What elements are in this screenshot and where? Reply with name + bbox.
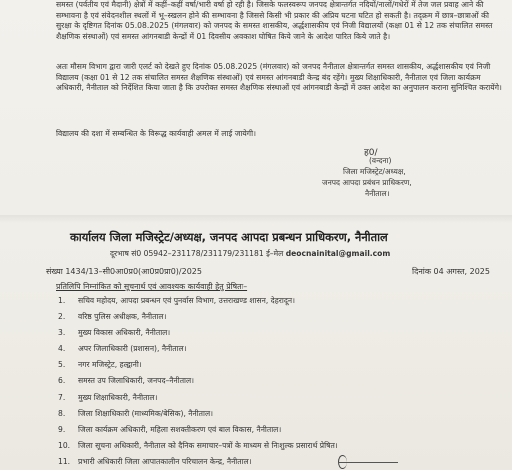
contact-email: deocnainital@gmail.com — [285, 249, 391, 258]
list-item — [58, 441, 338, 457]
list-item — [58, 393, 338, 409]
list-item-text: समस्त उप जिलाधिकारी, जनपद–नैनीताल। — [78, 376, 195, 386]
contact-line — [110, 249, 390, 259]
paper-fold — [0, 215, 512, 223]
reference-row — [46, 266, 502, 279]
list-item-number: 9. — [58, 424, 66, 434]
signatory-designation: जिला मजिस्ट्रेट/अध्यक्ष, — [343, 167, 406, 176]
signature-mark: ह0/ — [364, 148, 378, 158]
copy-heading-text: प्रतिलिपि निम्नांकित को सूचनार्थ एवं आवश्यक कार्यवाही हेतु प्रेषितः– — [56, 282, 248, 291]
list-item — [58, 409, 338, 425]
list-item-number: 8. — [58, 408, 66, 418]
reference-date: दिनांक 04 अगस्त, 2025 — [412, 267, 490, 276]
reference-number: संख्या 1434/13–सी0आ0प्र0(आ0प्र0प्रा0)/2025 — [46, 267, 202, 276]
list-item-number: 6. — [58, 376, 66, 386]
list-item-text: वरिष्ठ पुलिस अधीक्षक, नैनीताल। — [78, 312, 167, 322]
signatory-authority: जनपद आपदा प्रबंधन प्राधिकरण, — [322, 178, 412, 187]
list-item-text: मुख्य शिक्षाधिकारी, नैनीताल। — [78, 392, 158, 402]
paragraph-1: समस्त (पर्वतीय एवं मैदानी) क्षेत्रों में कहीं–कहीं वर्षा/भारी वर्षा हो रही है। जिसके फलस्वरूप जनपद क्षेत्रान्तर्गत नदियों/नालों/गधेरों में तेज जल प्रवाह आने की सम्भावना है एवं संवेदनशील स्थलों में भू–स्खलन होने की सम्भावना है जिससे किसी भी प्रकार की अप्रिय घटना घटित हो सकती है। तद्क्रम में छात्र–छात्राओं की सुरक्षा के दृष्टिगत दिनांक 05.08.2025 (मंगलवार) को जनपद के समस्त शासकीय, अर्द्धशासकीय एवं निजी विद्यालयों (कक्षा 01 से 12 तक संचालित समस्त शैक्षणिक संस्थाओं) एवं समस्त आंगनबाडी केन्द्रों में 01 दिवसीय अवकाश घोषित किये जाने के आदेश पारित किये जाते है। — [56, 0, 493, 41]
list-item-number: 2. — [58, 312, 66, 322]
list-item — [58, 425, 338, 441]
signature-underline — [338, 462, 398, 463]
list-item — [58, 296, 338, 312]
contact-phone: दूरभाष सं0 05942–231178/231179/231181 ई–मेल — [110, 249, 284, 258]
list-item — [58, 312, 338, 328]
paragraph-3: विद्यालय की दशा में सम्बन्धित के विरूद्ध कार्यवाही अमल में लाई जायेगी। — [56, 129, 257, 138]
list-item-number: 3. — [58, 328, 66, 338]
list-item-text: सचिव महोदय, आपदा प्रबन्धन एवं पुनर्वास विभाग, उत्तराखण्ड शासन, देहरादून। — [78, 296, 295, 305]
list-item-text: जिला कार्यक्रम अधिकारी, महिला सशक्तीकरण एवं बाल विकास, नैनीताल। — [78, 424, 282, 434]
list-item — [58, 344, 338, 360]
list-item-number: 4. — [58, 344, 66, 354]
copy-heading — [56, 282, 247, 292]
list-item-text: नगर मजिस्ट्रेट, हल्द्वानी। — [78, 360, 142, 370]
signature-block — [0, 142, 512, 212]
office-title: कार्यालय जिला मजिस्ट्रेट/अध्यक्ष, जनपद आपदा प्रबन्धन प्राधिकरण, नैनीताल — [70, 230, 388, 244]
list-item-text: जिला सूचना अधिकारी, नैनीताल को दैनिक समाचार–पत्रों के माध्यम से निःशुल्क प्रसारार्थ प्रेषित। — [78, 440, 338, 450]
list-item — [58, 457, 338, 470]
paragraph-2: अतः मौसम विभाग द्वारा जारी एलर्ट को देखते हुए दिनांक 05.08.2025 (मंगलवार) को जनपद नैनीताल क्षेत्रान्तर्गत समस्त शासकीय, अर्द्धशासकीय एवं निजी विद्यालय (कक्षा 01 से 12 तक संचालित समस्त शैक्षणिक संस्थाओं) एवं समस्त आंगनबाडी केन्द्र बंद रहेंगे। मुख्य शिक्षाधिकारी, नैनीताल एवं जिला कार्यक्रम अधिकारी, नैनीताल को निर्देशित किया जाता है कि उपरोक्त समस्त शैक्षणिक संस्थाओं एवं आंगनबाडी केन्द्रों में उक्त आदेश का अनुपालन कराना सुनिश्चित करायेंगे। — [56, 62, 502, 93]
list-item-text: अपर जिलाधिकारी (प्रशासन), नैनीताल। — [78, 344, 187, 354]
signatory-name: (वन्दना) — [369, 156, 392, 165]
list-item — [58, 360, 338, 376]
list-item-text: जिला शिक्षाधिकारी (माध्यमिक/बेसिक), नैनीताल। — [78, 408, 213, 418]
recipient-list — [58, 296, 338, 470]
list-item-number: 5. — [58, 360, 66, 370]
list-item-number: 11. — [58, 456, 71, 466]
list-item — [58, 328, 338, 344]
list-item-number: 1. — [58, 296, 66, 305]
list-item-text: मुख्य विकास अधिकारी, नैनीताल। — [78, 328, 171, 338]
list-item — [58, 376, 338, 392]
signatory-location: नैनीताल। — [365, 189, 390, 198]
list-item-number: 7. — [58, 392, 66, 402]
list-item-text: प्रभारी अधिकारी जिला आपातकालीन परिचालन केन्द्र, नैनीताल। — [78, 456, 252, 466]
list-item-number: 10. — [58, 440, 71, 450]
